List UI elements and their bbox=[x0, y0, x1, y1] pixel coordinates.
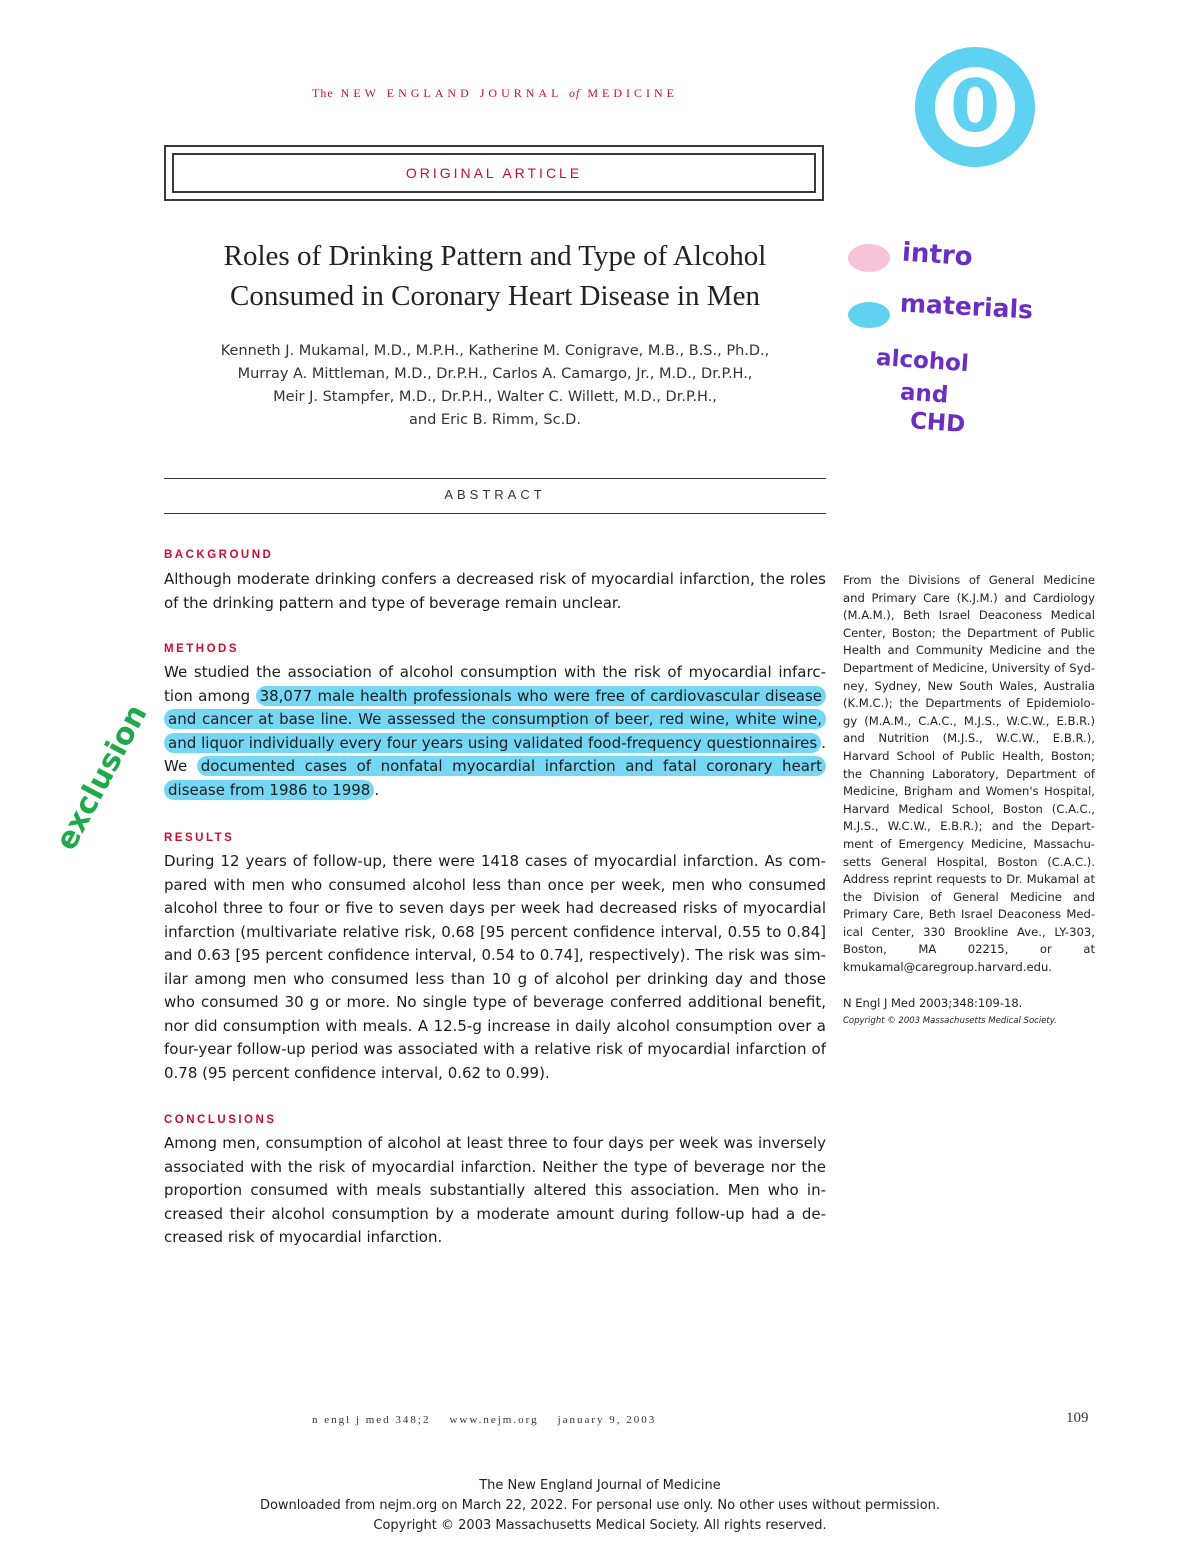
margin-exclusion-note: exclusion bbox=[48, 698, 155, 857]
author-list bbox=[150, 340, 840, 432]
section-label: ORIGINAL ARTICLE bbox=[405, 165, 583, 181]
section-label-inner-frame bbox=[172, 153, 816, 193]
page-number: 109 bbox=[1066, 1410, 1089, 1426]
author-line: Meir J. Stampfer, M.D., Dr.P.H., Walter C. Willett, M.D., Dr.P.H., bbox=[273, 389, 717, 405]
methods-highlight-cohort: 38,077 male health professionals who were free of cardiovascular disease and cancer at base line. We assessed the consumption of beer, red wine, white wine, and liquor individually every four years using validated food-frequency questionnaires bbox=[164, 686, 826, 753]
topic-note-line-2: and bbox=[899, 379, 950, 409]
legend-blue-dot bbox=[848, 302, 890, 328]
legend-intro-label: intro bbox=[901, 237, 974, 273]
results-text: During 12 years of follow-up, there were 1418 cases of myocardial infarction. As com-pared with men who consumed alcohol less than once per week, men who consumed alcohol three to four or five to seven days per week had decreased risks of myocardial infarction (multivariate relative risk, 0.68 [95 percent confidence interval, 0.55 to 0.84] and 0.63 [95 percent confidence interval, 0.54 to 0.74], respectively). The risk was sim-ilar among men who consumed less than 10 g of alcohol per drinking day and those who consumed 30 g or more. No single type of beverage conferred additional benefit, nor did consumption with meals. A 12.5-g increase in daily alcohol consumption over a four-year follow-up period was associated with a relative risk of myocardial infarction of 0.78 (95 percent confidence interval, 0.62 to 0.99). bbox=[164, 852, 826, 1082]
abstract-top-rule bbox=[164, 478, 826, 479]
journal-of: of bbox=[568, 86, 581, 100]
abstract-heading: ABSTRACT bbox=[444, 487, 546, 502]
author-line: Kenneth J. Mukamal, M.D., M.P.H., Katherine M. Conigrave, M.B., B.S., Ph.D., bbox=[220, 343, 770, 359]
methods-heading: METHODS bbox=[164, 643, 239, 655]
article-title bbox=[150, 236, 840, 316]
topic-note-line-1: alcohol bbox=[875, 344, 970, 378]
journal-header bbox=[0, 86, 990, 101]
title-line-1: Roles of Drinking Pattern and Type of Alcohol bbox=[223, 240, 767, 272]
number-badge-digit: 0 bbox=[949, 64, 1001, 148]
section-label-box bbox=[164, 145, 824, 201]
title-line-2: Consumed in Coronary Heart Disease in Men bbox=[230, 280, 760, 312]
methods-text-start: We studied the association of alcohol consumption with the risk of myocardial infarc-tion among bbox=[164, 663, 826, 705]
results-heading: RESULTS bbox=[164, 832, 235, 844]
journal-the: The bbox=[312, 86, 334, 100]
download-copyright: Copyright © 2003 Massachusetts Medical Society. All rights reserved. bbox=[373, 1518, 827, 1533]
author-line: Murray A. Mittleman, M.D., Dr.P.H., Carlos A. Camargo, Jr., M.D., Dr.P.H., bbox=[237, 366, 753, 382]
methods-highlight-outcomes: documented cases of nonfatal myocardial infarction and fatal coronary heart disease from 1986 to 1998 bbox=[164, 756, 826, 800]
legend-pink-dot bbox=[848, 244, 890, 272]
legend-materials-label: materials bbox=[899, 288, 1034, 325]
background-heading: BACKGROUND bbox=[164, 549, 274, 561]
download-source: The New England Journal of Medicine bbox=[479, 1478, 721, 1493]
methods-text-middle: . We bbox=[164, 733, 826, 775]
abstract-bottom-rule bbox=[164, 513, 826, 514]
copyright-notice: Copyright © 2003 Massachusetts Medical Society. bbox=[843, 1016, 1057, 1026]
conclusions-text: Among men, consumption of alcohol at least three to four days per week was inversely associated with the risk of myocardial infarction. Neither the type of beverage nor the proportion consumed with meals substantially altered this association. Men who in-creased their alcohol consumption by a moderate amount during follow-up had a de-creased risk of myocardial infarction. bbox=[164, 1134, 826, 1246]
journal-name-part2: MEDICINE bbox=[587, 86, 678, 100]
running-footer: n engl j med 348;2 www.nejm.org january 9, 2003 bbox=[312, 1414, 657, 1426]
topic-note-line-3: CHD bbox=[909, 408, 967, 438]
conclusions-heading: CONCLUSIONS bbox=[164, 1114, 277, 1126]
download-notice: Downloaded from nejm.org on March 22, 2022. For personal use only. No other uses without permission. bbox=[259, 1498, 941, 1513]
journal-name-part1: NEW ENGLAND JOURNAL bbox=[340, 86, 562, 100]
citation: N Engl J Med 2003;348:109-18. bbox=[843, 996, 1023, 1010]
methods-text bbox=[164, 661, 826, 802]
background-text: Although moderate drinking confers a decreased risk of myocardial infarction, the roles of the drinking pattern and type of beverage remain unclear. bbox=[164, 570, 826, 612]
author-affiliations: From the Divisions of General Medicine and Primary Care (K.J.M.) and Cardiology (M.A.M.), Beth Israel Deaconess Medical Center, Boston; the Department of Public Health and Community Medicine and the Department of Medicine, University of Syd-ney, Sydney, New South Wales, Australia (K.M.C.); the Departments of Epidemiolo-gy (M.A.M., C.A.C., M.J.S., W.C.W., E.B.R.) and Nutrition (M.J.S., W.C.W., E.B.R.), Harvard School of Public Health, Boston; the Channing Laboratory, Department of Medicine, Brigham and Women's Hospital, Harvard Medical School, Boston (C.A.C., M.J.S., W.C.W., E.B.R.); and the Depart-ment of Emergency Medicine, Massachu-setts General Hospital, Boston (C.A.C.). Address reprint requests to Dr. Mukamal at the Division of General Medicine and Primary Care, Beth Israel Deaconess Med-ical Center, 330 Brookline Ave., LY-303, Boston, MA 02215, or at kmukamal@caregroup.harvard.edu. bbox=[843, 573, 1095, 975]
methods-text-end: . bbox=[374, 780, 380, 799]
author-line: and Eric B. Rimm, Sc.D. bbox=[409, 412, 581, 428]
